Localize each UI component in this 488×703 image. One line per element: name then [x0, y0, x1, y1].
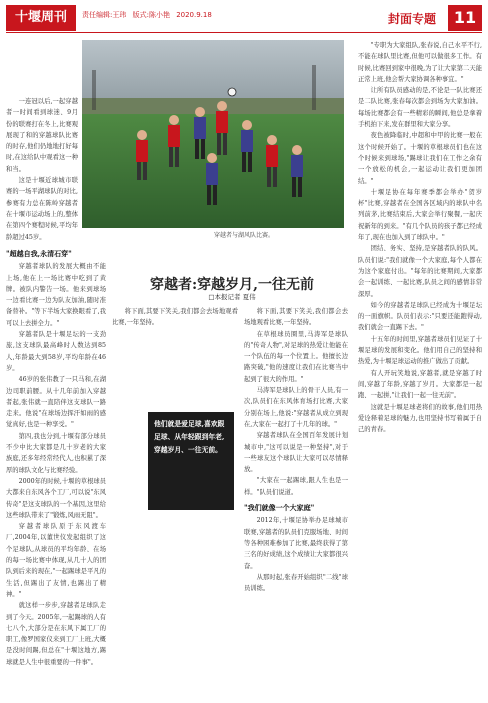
- page-meta: [82, 10, 216, 20]
- paragraph: 从那时起,张春开始组织"二线"球员训练。: [244, 573, 348, 593]
- subheading: "我们就像一个大家庭": [244, 503, 315, 513]
- paragraph: 穿越者球队的发展大概由不能上场,他在上一场比赛中吃到了黄牌。被队内警告一场。他来到球场一边看比赛一边为队友加油,随时准备替补。"等下半场大家换眼看了,我可以上去拼全力。": [6, 263, 106, 327]
- paragraph: 有人开玩笑地说,穿越者,就是穿越了时间,穿越了年龄,穿越了岁月。大家都是一起跑、一起拼,"让我们一起一往无前"。: [358, 369, 482, 400]
- paragraph: 让所有队员感动的是,不论是一队比赛还是二队比赛,张春每次都会到场为大家加油。每场比赛都会有一些精彩的瞬间,他总是拿着手机拍下来,发在群里和大家分享。: [358, 87, 482, 129]
- subheading: "超越自我,永清石穿": [6, 249, 72, 258]
- paragraph: 穿越者队是十堰足坛的一支劲旅,这支球队最高峰时人数达到85人,年龄最大到58岁,平均年龄在46岁。: [6, 331, 106, 372]
- paragraph: 一连冠以后,一起穿越者一时间看到球迷、9月份的联赛打在冬上,比赛观展现了和的穿越球队比赛的时存,他们仍地地打好每时,在这给队中观看这一种和当。: [6, 98, 78, 173]
- paragraph: 就这样一步步,穿越者足球队走到了今天。2005年,一起踢球的人有七八个,大部分是在东风下属工厂的职工,像罗国家仪来到工厂上班,大概是没时间踢,但总在"十堰这地方,踢球就是人生中很重要的一件事"。: [6, 602, 106, 666]
- paragraph: 十堰足协在每年赛季都会举办"贺岁杯"比赛,穿越者在全国各区域内的球队中名列前茅,比赛结束后,大家会举行聚餐,一起庆祝新年的到来。"有几个队员的孩子都已经成年了,现在也加入到了球队中。": [358, 188, 482, 242]
- paragraph: 在草根球员圈里,马涛军是球队的"传奇人物",对足球的热爱让他能在一个队伍的每一个位置上。他擅长边路突破,"他的速度让我们在比赛当中起到了很大的作用。": [244, 330, 348, 383]
- paragraph: 这就是十堰足球老将们的故事,他们用热爱诠释着足球的魅力,也用坚持书写着属于自己的青春。: [358, 403, 482, 434]
- page-number: 11: [448, 5, 482, 31]
- middle-left-column: [112, 306, 238, 406]
- match-photo: [82, 40, 344, 228]
- section-title: 封面专题: [388, 12, 437, 26]
- article-byline: □本报记者 夏伟: [208, 293, 256, 301]
- designer-credit: 版式:陈小艳: [132, 11, 170, 19]
- paragraph: 团结、务实、坚持,是穿越者队的队风。队员们说:"我们就像一个大家庭,每个人都在为这个家庭付出。"每年的比赛期间,大家都会一起训练、一起比赛,队员之间的感情非常深厚。: [358, 245, 482, 298]
- paragraph: 将下面,其要下笑关,我们都会去场地观看比赛,一年坚持。: [244, 308, 348, 327]
- paragraph: 2000年的时候,十堰的草根球员大都来自东风各个工厂,可以说"东风传奇"是这支球队的一个基因,这里给这些球队带来了"锻炼,风雨无阻"。: [6, 477, 106, 519]
- paragraph: 马涛军是球队上的骨干人员,有一次,队员们在东风体育场打比赛,大家分别在场上,他说:"穿越者从成立到现在,大家在一起打了十几年的球。": [244, 387, 348, 428]
- paragraph: 如今的穿越者足球队已经成为十堰足坛的一面旗帜。队员们表示:"只要还能跑得动,我们就会一直踢下去。": [358, 301, 482, 332]
- issue-date: 2020.9.18: [176, 11, 212, 19]
- right-column: [358, 40, 482, 700]
- paragraph: 将下面,其要下笑关,我们都会去场地观看比赛,一年坚持。: [112, 308, 238, 327]
- left-column: [6, 244, 106, 700]
- paragraph: 第四,我也分到,十堰有部分球员不少中比大家都是几十岁老的大家族庭,还多年经常经代人,也积累了深厚的球队文化与比赛经验。: [6, 432, 106, 474]
- masthead: 十堰周刊: [6, 5, 76, 31]
- paragraph: 46岁的张伟教了一只马和,在湖边司职前腰。从十几年前加入穿越者起,张伟就一直陪伴这支球队一路走来。他说"在球场边挥汗如雨的感觉真好,也是一种享受。": [6, 376, 106, 429]
- editor-credit: 责任编辑:王玮: [82, 11, 127, 19]
- paragraph: "大家在一起踢球,跟人生也是一样。"队员们说道。: [244, 477, 348, 496]
- middle-column: [244, 306, 348, 700]
- article-headline: 穿越者:穿越岁月,一往无前: [149, 277, 315, 293]
- left-column-top: [6, 96, 78, 241]
- paragraph: 2012年,十堰足协举办足球城市联赛,穿越者的队员们克服场地、时间等各种困难参加了比赛,最终获得了第三名的好成绩,这个成绩让大家都很兴奋。: [244, 517, 348, 570]
- header-rule: [6, 32, 482, 33]
- paragraph: "专职为大家组队,张春说,自己水平不行,不能在球队里比赛,但他可以做很多工作。有时候,比赛回到家中很晚,为了让大家第二天能正常上班,他会帮大家协调各种事宜。": [358, 42, 482, 83]
- paragraph: 穿越者球队在全国百年发展计划城市中,"这可以说是一种坚持",对于一些球友这个球队让大家可以尽情释放。: [244, 432, 348, 474]
- pull-quote: 他们就是爱足球,喜欢跟足球、从年轻跟到年老,穿越岁月、一往无前。: [148, 412, 234, 510]
- paragraph: 十五年的时间里,穿越者球员们见证了十堰足球的发展和变化。他们用自己的坚持和热爱,为十堰足球运动的推广做出了贡献。: [358, 335, 482, 366]
- photo-caption: 穿越者与湖风队比赛。: [214, 232, 275, 239]
- paragraph: 这是十堰近球城市联赛的一场平湖球队的对比,参赛有力总在陈岭穿越者在十堰市运动场上的,整体在第四个赛程时候,平均年龄超过45岁。: [6, 177, 78, 241]
- paragraph: 夜色被降临时,中超和中甲的比赛一般在这个时候开始了。十堰的草根球员们也在这个时候来到球场,"踢球让我们在工作之余有一个放松的机会,一起运动让我们更加团结。": [358, 132, 482, 185]
- paragraph: 穿越者球队原于东风渡车厂,2004年,以董世仪发起组织了这个足球队,从球员的平均年龄、在场的每一场比赛中体现,从几十人的团队到后来的现在,"一起踢球是平凡的生活,但踢出了友情,也踢出了精神。": [6, 523, 106, 598]
